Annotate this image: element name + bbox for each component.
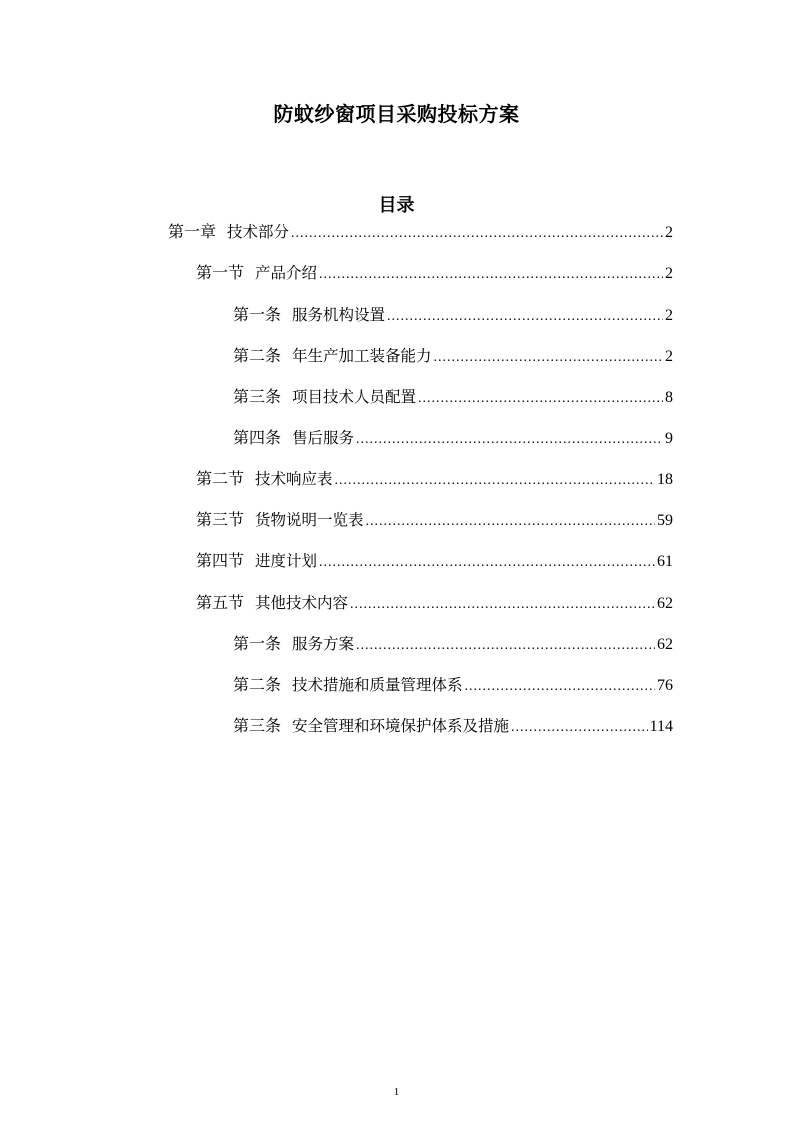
toc-entry-prefix: 第三条 <box>233 718 282 735</box>
toc-entry-page: 62 <box>657 636 673 653</box>
toc-entry-section-4[interactable] <box>196 550 673 572</box>
toc-entry-label: 技术措施和质量管理体系 <box>292 676 463 694</box>
toc-entry-label: 服务机构设置 <box>292 306 386 324</box>
toc-entry-label: 服务方案 <box>292 635 355 653</box>
toc-entry-prefix: 第四条 <box>233 430 282 447</box>
toc-entry-prefix: 第一条 <box>233 636 282 653</box>
toc-dot-leader <box>434 347 663 369</box>
toc-entry-section-1[interactable] <box>196 262 673 284</box>
toc-dot-leader <box>418 388 663 410</box>
toc-entry-label: 进度计划 <box>255 552 318 570</box>
toc-entry-prefix: 第一节 <box>196 265 245 282</box>
toc-entry-label: 项目技术人员配置 <box>292 388 417 406</box>
toc-entry-label: 产品介绍 <box>255 264 318 282</box>
toc-entry-page: 114 <box>649 718 673 735</box>
toc-entry-section-3[interactable] <box>196 509 673 531</box>
toc-entry-prefix: 第三节 <box>196 512 245 529</box>
toc-entry-article-5-1[interactable] <box>233 633 673 655</box>
toc-entry-page: 8 <box>665 389 673 406</box>
toc-entry-label: 安全管理和环境保护体系及措施 <box>292 717 510 735</box>
toc-entry-label: 其他技术内容 <box>255 594 349 612</box>
toc-entry-article-1-2[interactable] <box>233 345 673 367</box>
toc-entry-page: 61 <box>657 553 673 570</box>
toc-entry-prefix: 第一章 <box>168 224 217 241</box>
toc-entry-page: 9 <box>665 430 673 447</box>
toc-entry-page: 2 <box>665 307 673 324</box>
toc-entry-label: 技术响应表 <box>255 470 333 488</box>
toc-dot-leader <box>356 429 663 451</box>
toc-entry-page: 62 <box>657 595 673 612</box>
toc-entry-section-5[interactable] <box>196 592 673 614</box>
toc-entry-article-1-3[interactable] <box>233 386 673 408</box>
toc-entry-label: 年生产加工装备能力 <box>292 347 432 365</box>
toc-entry-page: 76 <box>657 677 673 694</box>
toc-heading: 目录 <box>378 195 415 216</box>
toc-dot-leader <box>511 717 648 739</box>
toc-entry-article-1-1[interactable] <box>233 304 673 326</box>
toc-dot-leader <box>387 306 663 328</box>
toc-entry-prefix: 第二条 <box>233 348 282 365</box>
toc-dot-leader <box>465 676 655 698</box>
toc-entry-page: 2 <box>665 265 673 282</box>
toc-entry-prefix: 第一条 <box>233 307 282 324</box>
toc-dot-leader <box>366 511 655 533</box>
toc-entry-page: 18 <box>657 471 673 488</box>
toc-dot-leader <box>335 470 655 492</box>
toc-entry-label: 售后服务 <box>292 429 355 447</box>
toc-entry-label: 货物说明一览表 <box>255 511 364 529</box>
toc-entry-section-2[interactable] <box>196 468 673 490</box>
document-title: 防蚊纱窗项目采购投标方案 <box>273 102 520 126</box>
toc-dot-leader <box>350 594 655 616</box>
toc-entry-prefix: 第二节 <box>196 471 245 488</box>
toc-entry-page: 2 <box>665 348 673 365</box>
toc-entry-prefix: 第三条 <box>233 389 282 406</box>
toc-entry-article-5-2[interactable] <box>233 674 673 696</box>
toc-entry-page: 2 <box>665 224 673 241</box>
toc-entry-article-1-4[interactable] <box>233 427 673 449</box>
toc-entry-prefix: 第二条 <box>233 677 282 694</box>
toc-dot-leader <box>291 223 663 245</box>
toc-entry-label: 技术部分 <box>227 223 290 241</box>
page-number: 1 <box>393 1086 400 1098</box>
toc-dot-leader <box>319 264 663 286</box>
toc-entry-page: 59 <box>657 512 673 529</box>
toc-dot-leader <box>319 552 655 574</box>
toc-dot-leader <box>356 635 655 657</box>
toc-entry-prefix: 第四节 <box>196 553 245 570</box>
toc-entry-chapter-1[interactable] <box>168 221 673 243</box>
toc-entry-article-5-3[interactable] <box>233 715 673 737</box>
toc-entry-prefix: 第五节 <box>196 595 245 612</box>
